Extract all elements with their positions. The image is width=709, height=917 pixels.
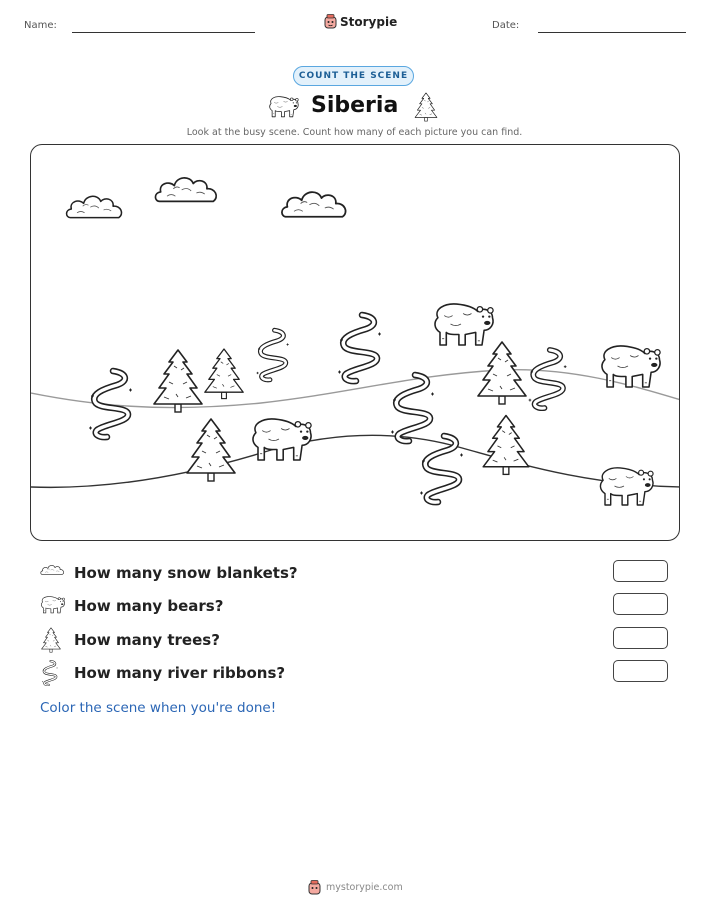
- snow-blanket-icon: [155, 178, 216, 202]
- bear-icon: [253, 419, 311, 460]
- bear-icon: [40, 593, 66, 617]
- date-label: Date:: [492, 20, 520, 31]
- count-scene: [30, 144, 680, 541]
- bear-icon: [435, 304, 493, 345]
- date-line[interactable]: [538, 32, 686, 33]
- river-ribbon-icon: [529, 350, 567, 408]
- snow-blanket-icon: [282, 192, 346, 217]
- question-text: How many snow blankets?: [74, 564, 298, 582]
- question-text: How many bears?: [74, 597, 224, 615]
- site-footer: [308, 880, 403, 895]
- bear-icon: [602, 346, 660, 387]
- name-label: Name:: [24, 20, 57, 31]
- tree-icon: [483, 416, 529, 475]
- river-ribbon-icon: [40, 660, 60, 686]
- front-hill-line: [31, 435, 680, 487]
- count-the-scene-badge: COUNT THE SCENE: [293, 66, 414, 86]
- bear-icon: [600, 468, 653, 505]
- river-ribbon-icon: [338, 315, 381, 381]
- answer-box-river-ribbons[interactable]: [613, 660, 668, 682]
- answer-box-bears[interactable]: [613, 593, 668, 615]
- snow-blanket-icon: [40, 560, 66, 580]
- tree-icon: [154, 350, 202, 412]
- storypie-mascot-icon: [324, 14, 337, 29]
- river-ribbon-icon: [391, 375, 434, 441]
- question-row-river-ribbons: [40, 660, 670, 686]
- answer-box-trees[interactable]: [613, 627, 668, 649]
- tree-icon: [478, 342, 526, 404]
- answer-box-snow-blankets[interactable]: [613, 560, 668, 582]
- snow-blanket-icon: [67, 196, 122, 217]
- instructions-text: Look at the busy scene. Count how many of each picture you can find.: [186, 127, 523, 138]
- back-hill-line: [31, 370, 680, 408]
- question-row-bears: [40, 593, 670, 619]
- question-text: How many trees?: [74, 631, 220, 649]
- question-text: How many river ribbons?: [74, 664, 286, 682]
- brand-logo: [324, 14, 397, 29]
- site-url[interactable]: mystorypie.com: [326, 882, 403, 893]
- bear-icon: [268, 93, 300, 121]
- question-row-snow-blankets: [40, 560, 670, 586]
- tree-icon: [205, 349, 243, 399]
- brand-name: Storypie: [340, 14, 398, 29]
- river-ribbon-icon: [420, 436, 463, 502]
- closing-note: Color the scene when you're done!: [40, 700, 277, 716]
- page-title: Siberia: [311, 93, 399, 118]
- tree-icon: [187, 419, 235, 481]
- tree-icon: [40, 627, 62, 653]
- question-row-trees: [40, 627, 670, 653]
- name-line[interactable]: [72, 32, 255, 33]
- storypie-mascot-icon: [308, 880, 321, 895]
- river-ribbon-icon: [257, 330, 289, 380]
- tree-icon: [414, 92, 438, 122]
